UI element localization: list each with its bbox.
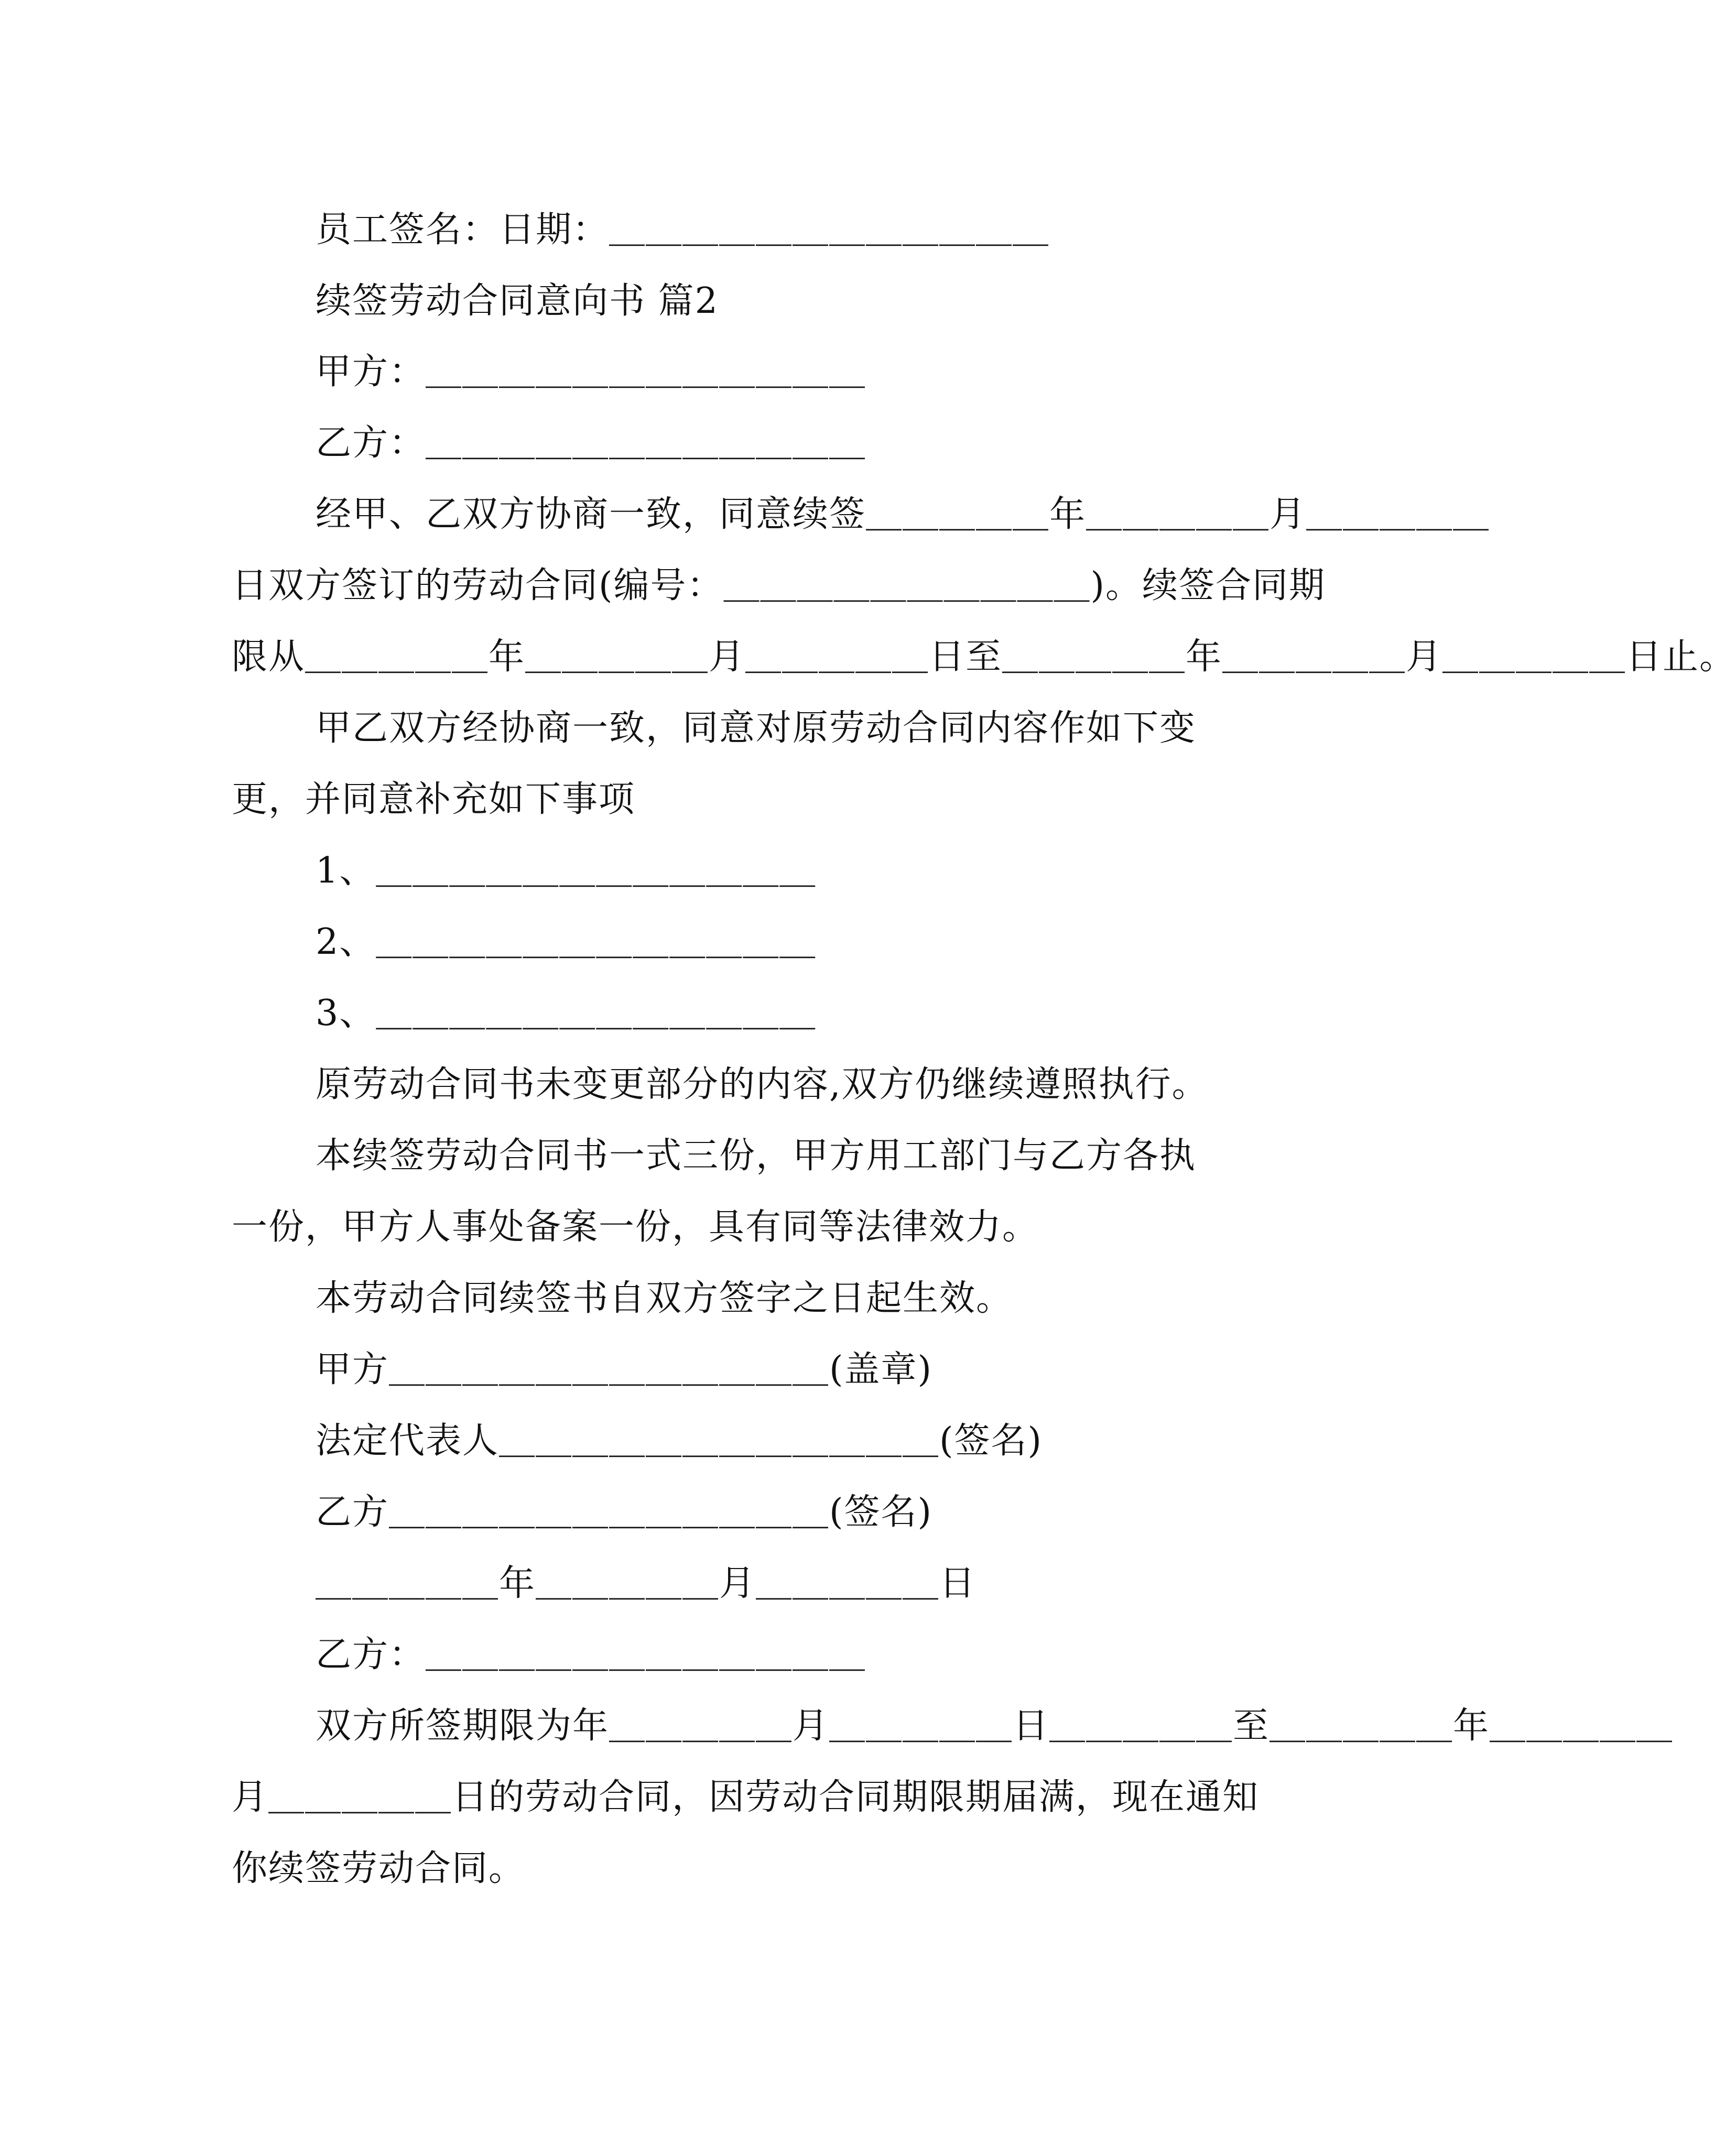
party-a-line: 甲方：＿＿＿＿＿＿＿＿＿＿＿＿ [316, 351, 866, 393]
paragraph-renewal-line-1: 经甲、乙双方协商一致，同意续签＿＿＿＿＿年＿＿＿＿＿月＿＿＿＿＿ [316, 494, 1490, 535]
paragraph-effective: 本劳动合同续签书自双方签字之日起生效。 [316, 1278, 1013, 1319]
paragraph-renewal-line-3: 限从＿＿＿＿＿年＿＿＿＿＿月＿＿＿＿＿日至＿＿＿＿＿年＿＿＿＿＿月＿＿＿＿＿日止。 [232, 636, 1736, 678]
paragraph-changes-line-1: 甲乙双方经协商一致，同意对原劳动合同内容作如下变 [316, 707, 1197, 749]
list-item-3: 3、＿＿＿＿＿＿＿＿＿＿＿＿ [316, 993, 817, 1034]
party-a-seal-line: 甲方＿＿＿＿＿＿＿＿＿＿＿＿(盖章) [316, 1349, 933, 1390]
party-b-signature-line: 乙方＿＿＿＿＿＿＿＿＿＿＿＿(签名) [316, 1491, 933, 1533]
paragraph-copies-line-2: 一份，甲方人事处备案一份，具有同等法律效力。 [232, 1206, 1039, 1248]
party-b-line: 乙方：＿＿＿＿＿＿＿＿＿＿＿＿ [316, 422, 866, 464]
paragraph-renewal-line-2: 日双方签订的劳动合同(编号：＿＿＿＿＿＿＿＿＿＿)。续签合同期 [232, 565, 1326, 606]
paragraph-notice-line-2: 月＿＿＿＿＿日的劳动合同，因劳动合同期限期届满，现在通知 [232, 1777, 1260, 1818]
paragraph-changes-line-2: 更，并同意补充如下事项 [232, 779, 636, 820]
party-b-notice-line: 乙方：＿＿＿＿＿＿＿＿＿＿＿＿ [316, 1634, 866, 1675]
section-title: 续签劳动合同意向书 篇2 [316, 280, 719, 322]
legal-representative-signature-line: 法定代表人＿＿＿＿＿＿＿＿＿＿＿＿(签名) [316, 1420, 1043, 1462]
paragraph-copies-line-1: 本续签劳动合同书一式三份，甲方用工部门与乙方各执 [316, 1135, 1197, 1177]
list-item-1: 1、＿＿＿＿＿＿＿＿＿＿＿＿ [316, 850, 817, 891]
employee-signature-date-line: 员工签名：日期：＿＿＿＿＿＿＿＿＿＿＿＿ [316, 209, 1050, 251]
paragraph-notice-line-1: 双方所签期限为年＿＿＿＿＿月＿＿＿＿＿日＿＿＿＿＿至＿＿＿＿＿年＿＿＿＿＿ [316, 1705, 1674, 1747]
date-line: ＿＿＿＿＿年＿＿＿＿＿月＿＿＿＿＿日 [316, 1563, 976, 1604]
list-item-2: 2、＿＿＿＿＿＿＿＿＿＿＿＿ [316, 921, 817, 963]
paragraph-unchanged: 原劳动合同书未变更部分的内容,双方仍继续遵照执行。 [316, 1064, 1209, 1105]
paragraph-notice-line-3: 你续签劳动合同。 [232, 1848, 526, 1889]
